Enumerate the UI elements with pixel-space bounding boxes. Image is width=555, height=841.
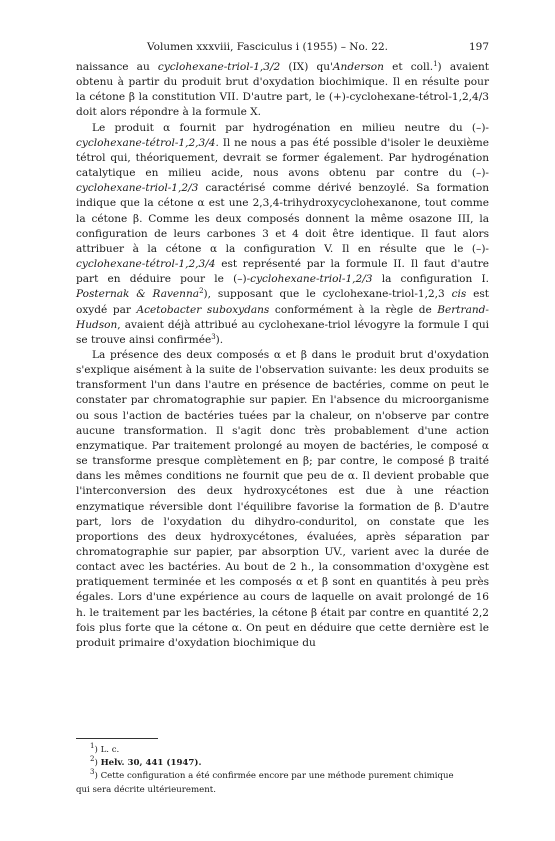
footnote-3-continuation: qui sera décrite ultérieurement. [76,784,216,795]
footnote-mark: 2 [90,755,95,764]
footnote-mark: 1 [90,742,95,750]
paragraph-1: naissance au cyclohexane-triol-1,3/2 (IX) qu'Anderson et coll.$^1$) avaient obtenu à partir du produit brut d'oxydation biochimique. Il en résulte pour la cétone β la constitution VII. D'autre part, le (+)-cyclohexane-tétrol-1,2,4/3 doit alors répondre à la formule X. [76,60,489,119]
footnote-text: Helv. 30, 441 (1947). [100,758,202,769]
page-number: 197 [468,41,489,53]
body-text [76,60,489,651]
footnote-mark: 3 [90,768,95,777]
footnotes [76,744,489,797]
footnote-text: Cette configuration a été confirmée encore par une méthode purement chimique [100,771,454,782]
footnote-text: L. c. [100,745,120,755]
footnote-rule [76,738,158,739]
footnote-1: $^1$) L. c. [90,742,120,755]
footnote-2: $^2$) Helv. 30, 441 (1947). [90,755,202,769]
running-head: Volumen xxxviii, Fasciculus i (1955) – No. 22. [147,41,388,53]
footnote-3: $^3$) Cette configuration a été confirmée encore par une méthode purement chimique [90,768,454,782]
paragraph-3: La présence des deux composés α et β dans le produit brut d'oxydation s'explique aisément à la suite de l'observation suivante: les deux produits se transforment l'un dans l'autre en présence de bactéries, comme on peut le constater par chromatographie sur papier. En l'absence du microorganisme ou sous l'action de bactéries tuées par la chaleur, on n'observe par contre aucune transformation. Il s'agit donc très probablement d'une action enzymatique. Par traitement prolongé au moyen de bactéries, le composé α se transforme presque complètement en β; par contre, le composé β traité dans les mêmes conditions ne fournit que peu de α. Il devient probable que l'interconversion des deux hydroxycétones est due à une réaction enzymatique réversible dont l'équilibre favorise la formation de β. D'autre part, lors de l'oxydation du dihydro-conduritol, on constate que les proportions des deux hydroxycétones, évaluées, après séparation par chromatographie sur papier, par absorption UV., varient avec la durée de contact avec les bactéries. Au bout de 2 h., la consommation d'oxygène est pratiquement terminée et les composés α et β sont en quantités à peu près égales. Lors d'une expérience au cours de laquelle on avait prolongé de 16 h. le traitement par les bactéries, la cétone β était par contre en quantité 2,2 fois plus forte que la cétone α. On peut en déduire que cette dernière est le produit primaire d'oxydation biochimique du [76,348,489,649]
paragraph-2: Le produit α fournit par hydrogénation en milieu neutre du (–)-cyclohexane-tétrol-1,2,3/4. Il ne nous a pas été possible d'isoler le deuxième tétrol qui, théoriquement, devrait se former également. Par hydrogénation catalytique en milieu acide, nous avons obtenu par contre du (–)-cyclohexane-triol-1,2/3 caractérisé comme dérivé benzoylé. Sa formation indique que la cétone α est une 2,3,4-trihydroxycyclohexanone, tout comme la cétone β. Comme les deux composés donnent la même osazone III, la configuration de leurs carbones 3 et 4 doit être identique. Il faut alors attribuer à la cétone α la configuration V. Il en résulte que le (–)-cyclohexane-tétrol-1,2,3/4 est représenté par la formule II. Il faut d'autre part en déduire pour le (–)-cyclohexane-triol-1,2/3 la configuration I. Posternak & Ravenna$^2$), supposant que le cyclohexane-triol-1,2,3 cis est oxydé par Acetobacter suboxydans conformément à la règle de Bertrand-Hudson, avaient déjà attribué au cyclohexane-triol lévogyre la formule I qui se trouve ainsi confirmée$^3$). [76,121,490,346]
